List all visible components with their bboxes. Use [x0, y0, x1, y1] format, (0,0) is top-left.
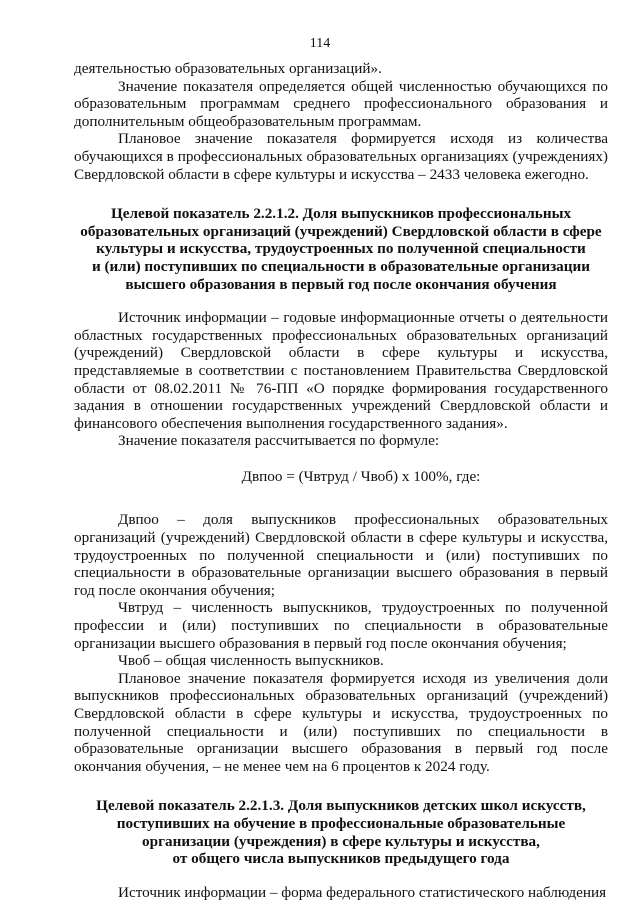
paragraph-plan: Плановое значение показателя формируется исходя из увеличения доли выпускников профессиональных образовательных организаций (учреждений) Свердловской области в сфере культуры и искусства, трудоустроенных по полученной специальности и (или) поступивших по специальности в образовательные организации высшего образования в первый год после окончания обучения, – не менее чем на 6 процентов к 2024 году.	[74, 669, 608, 775]
formula: Двпоо = (Чвтруд / Чвоб) х 100%, где:	[241, 467, 481, 485]
heading-line: Целевой показатель 2.2.1.3. Доля выпускников детских школ искусств,	[96, 797, 586, 815]
paragraph-planned-value: Плановое значение показателя формируется исходя из количества обучающихся в профессиональных образовательных организациях (учреждениях) Свердловской области в сфере культуры и искусства – 2433 человека ежегодно.	[74, 130, 608, 183]
heading-line: от общего числа выпускников предыдущего года	[172, 850, 510, 868]
definition-chvob: Чвоб – общая численность выпускников.	[118, 652, 384, 670]
heading-line: образовательных организаций (учреждений) Свердловской области в сфере	[80, 222, 602, 240]
definition-dvpoo: Двпоо – доля выпускников профессиональных образовательных организаций (учреждений) Свердловской области в сфере культуры и искусства, трудоустроенных по полученной специальности и (или) поступивших по специальности в образовательные организации высшего образования в первый год после окончания обучения;	[74, 511, 608, 599]
document-body	[74, 60, 608, 901]
paragraph-formula-intro: Значение показателя рассчитывается по формуле:	[118, 432, 440, 450]
heading-line: высшего образования в первый год после окончания обучения	[125, 275, 557, 293]
heading-line: Целевой показатель 2.2.1.2. Доля выпускников профессиональных	[110, 205, 572, 223]
heading-indicator-2-2-1-3	[74, 797, 608, 867]
definition-chvtrud: Чвтруд – численность выпускников, трудоустроенных по полученной профессии и (или) поступивших по специальности в образовательные организации высшего образования в первый год после окончания обучения;	[74, 599, 608, 652]
paragraph-source: Источник информации – годовые информационные отчеты о деятельности областных государственных профессиональных образовательных организаций (учреждений) Свердловской области в сфере культуры и искусства, представляемые в соответствии с постановлением Правительства Свердловской области от 08.02.2011 № 76-ПП «О порядке формирования государственного задания в отношении государственных учреждений Свердловской области и финансового обеспечения выполнения государственного задания».	[74, 309, 608, 432]
heading-line: поступивших на обучение в профессиональные образовательные	[116, 814, 566, 832]
heading-line: и (или) поступивших по специальности в образовательные организации	[91, 257, 591, 275]
heading-line: культуры и искусства, трудоустроенных по полученной специальности	[96, 240, 586, 258]
paragraph-indicator-definition: Значение показателя определяется общей численностью обучающихся по образовательным программам среднего профессионального образования и дополнительным общеобразовательным программам.	[74, 77, 608, 130]
heading-line: организации (учреждения) в сфере культуры и искусства,	[142, 832, 540, 850]
heading-indicator-2-2-1-2	[74, 205, 608, 293]
paragraph-source-2: Источник информации – форма федерального статистического наблюдения	[118, 883, 607, 901]
paragraph-continuation: деятельностью образовательных организаций».	[74, 60, 382, 77]
page-number: 114	[309, 36, 331, 51]
